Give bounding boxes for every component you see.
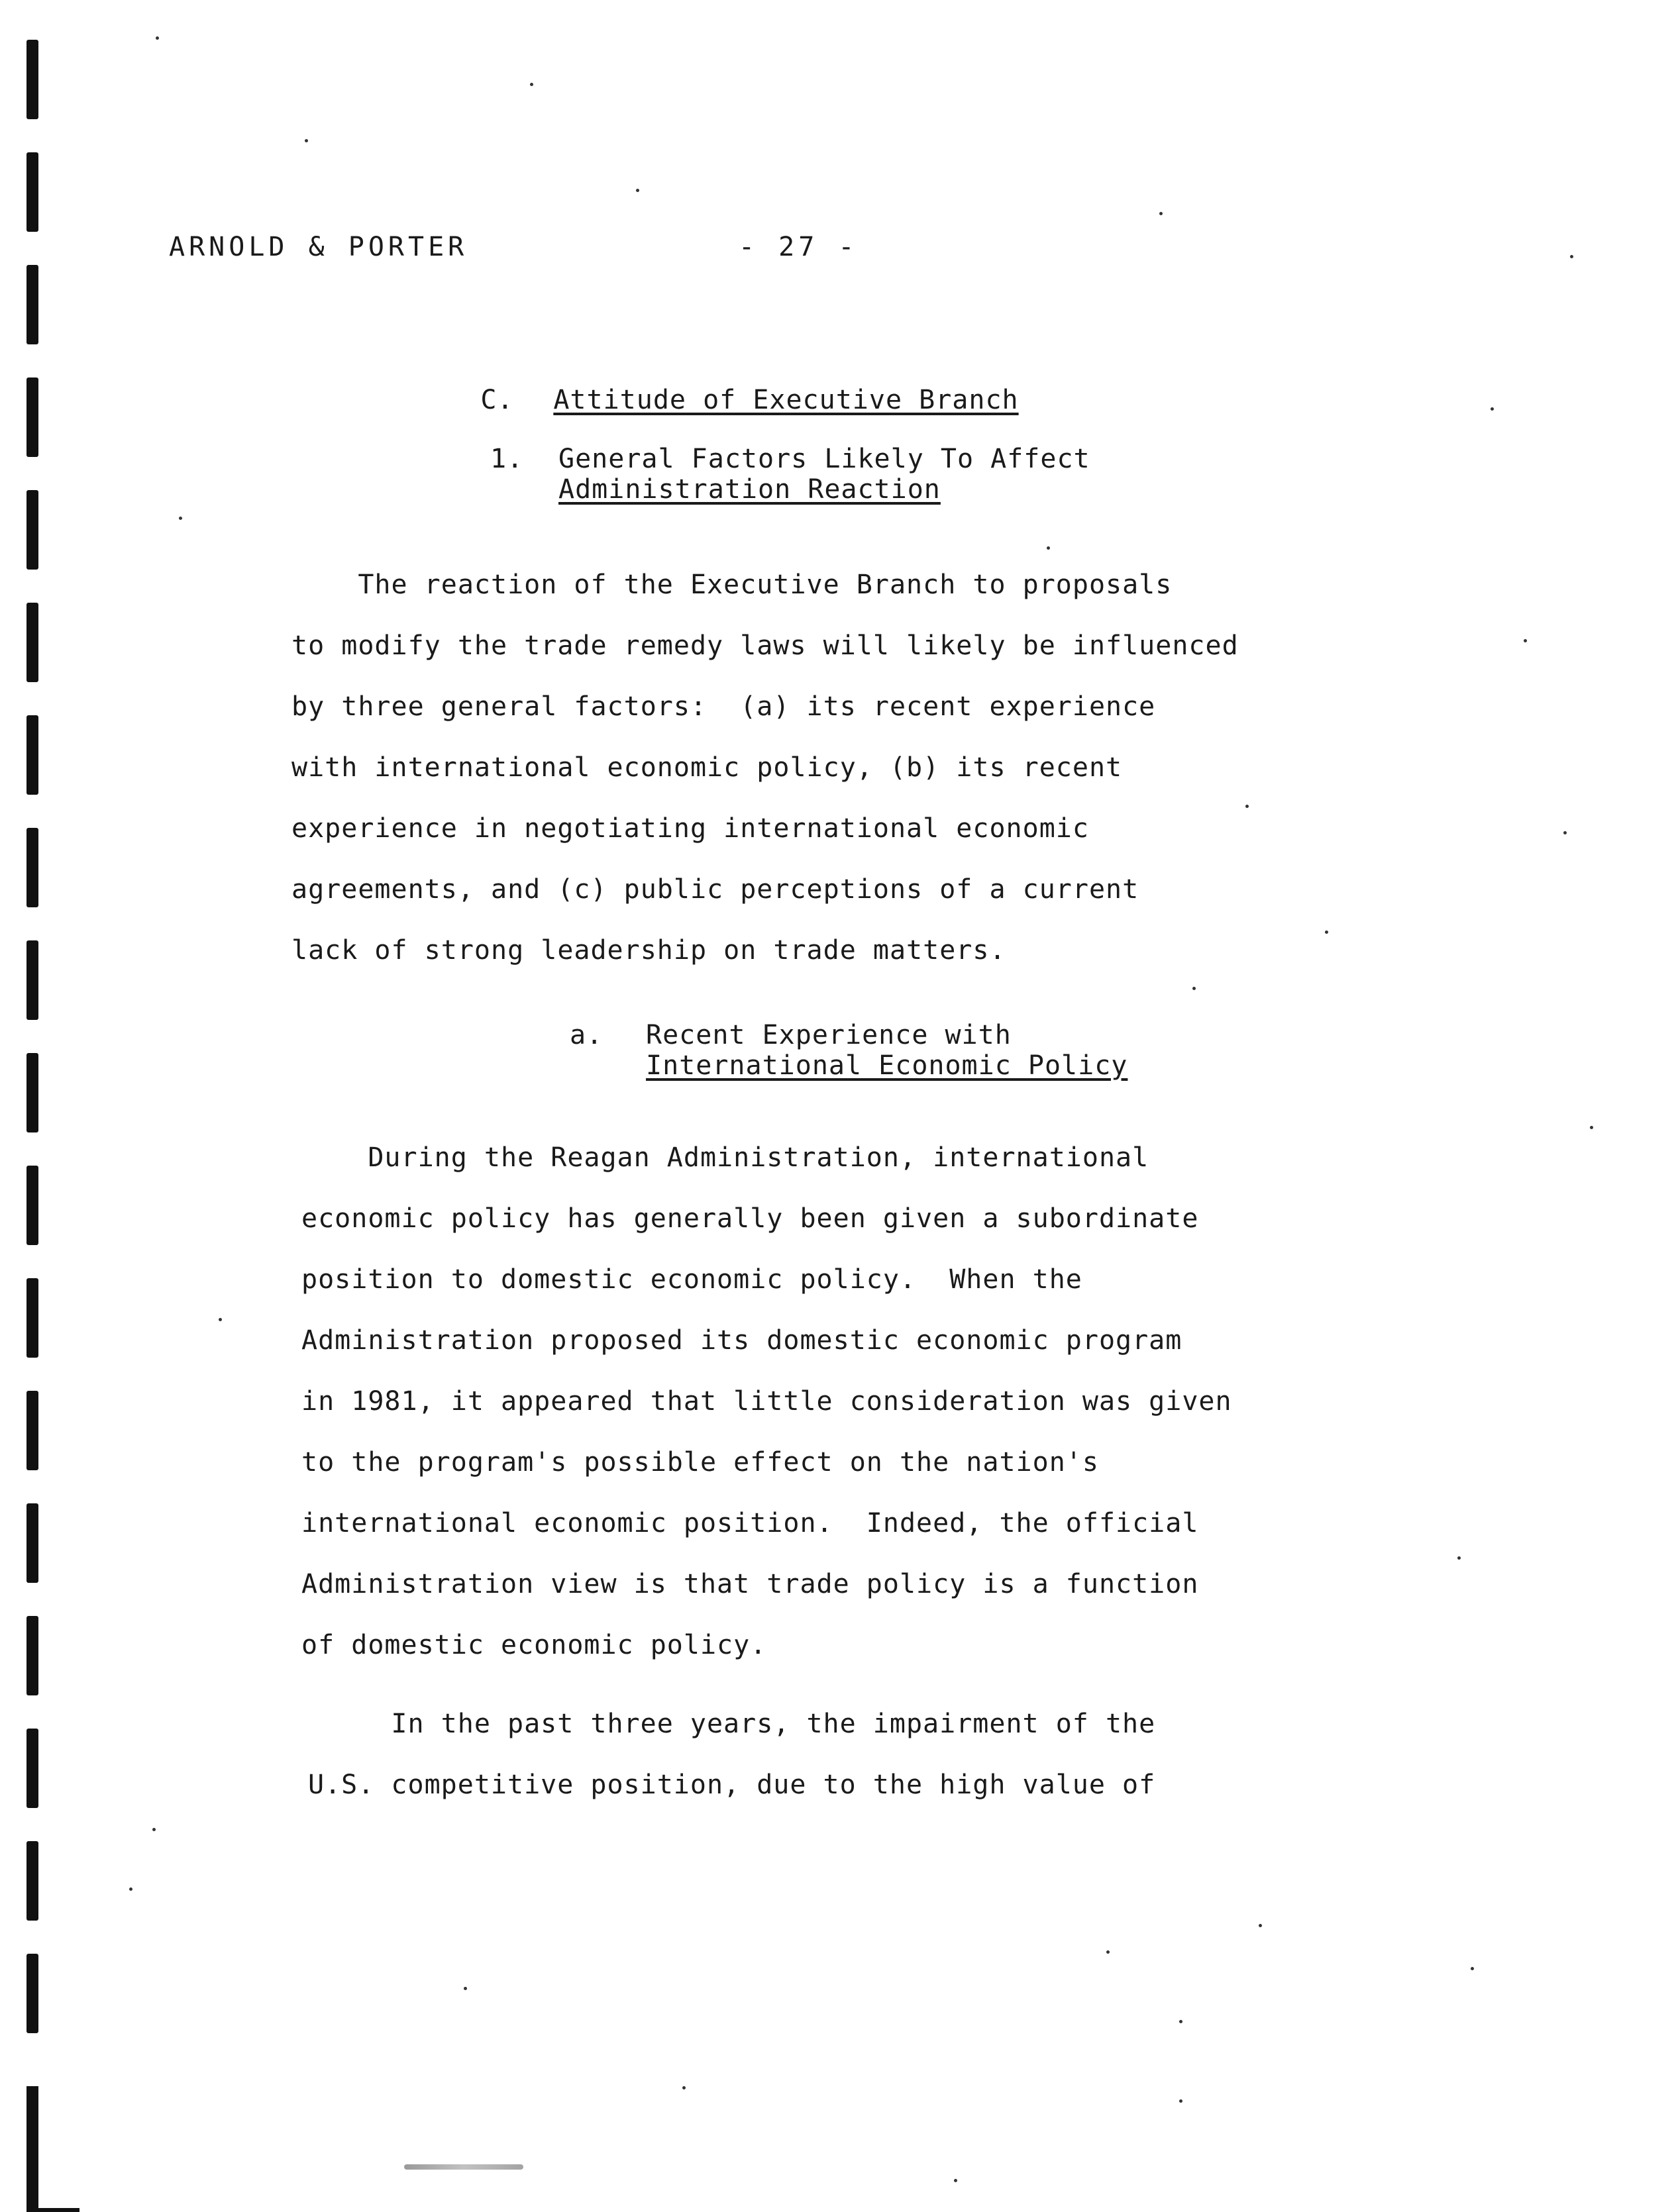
binding-mark — [26, 490, 38, 570]
text-line: Administration view is that trade policy is a function — [301, 1569, 1199, 1599]
section-title: Attitude of Executive Branch — [553, 385, 1019, 415]
text-line: In the past three years, the impairment of the — [308, 1709, 1156, 1739]
text-line: experience in negotiating international economic — [291, 813, 1089, 844]
binding-mark — [26, 1503, 38, 1583]
page-header — [169, 232, 1030, 272]
binding-mark — [26, 1616, 38, 1695]
scan-smudge — [404, 2164, 523, 2170]
binding-mark — [26, 40, 38, 119]
text-line: by three general factors: (a) its recent experience — [291, 691, 1156, 722]
binding-hole-strip — [15, 33, 54, 2172]
text-line: During the Reagan Administration, international — [301, 1142, 1149, 1173]
binding-foot — [26, 2086, 38, 2212]
text-line: The reaction of the Executive Branch to proposals — [291, 570, 1173, 600]
text-line: to the program's possible effect on the nation's — [301, 1447, 1099, 1478]
binding-mark — [26, 1166, 38, 1245]
section-title-line: Recent Experience with — [646, 1020, 1012, 1050]
binding-mark — [26, 828, 38, 907]
binding-mark — [26, 940, 38, 1020]
text-line: position to domestic economic policy. When the — [301, 1264, 1082, 1295]
text-line: agreements, and (c) public perceptions of a current — [291, 874, 1139, 905]
binding-mark — [26, 1841, 38, 1921]
text-line: of domestic economic policy. — [301, 1630, 767, 1660]
binding-mark — [26, 1391, 38, 1470]
binding-mark — [26, 152, 38, 232]
text-line: U.S. competitive position, due to the high value of — [308, 1770, 1156, 1800]
section-label: a. — [570, 1020, 603, 1050]
section-heading-c — [414, 354, 1019, 446]
binding-mark — [26, 1278, 38, 1358]
text-line: economic policy has generally been given a subordinate — [301, 1203, 1199, 1234]
text-line: international economic position. Indeed, the official — [301, 1508, 1199, 1538]
text-line: to modify the trade remedy laws will likely be influenced — [291, 630, 1239, 661]
paragraph — [291, 570, 1239, 966]
text-line: with international economic policy, (b) its recent — [291, 752, 1123, 783]
binding-mark — [26, 715, 38, 795]
section-label: C. — [480, 385, 514, 415]
binding-mark — [26, 1954, 38, 2033]
binding-mark — [26, 377, 38, 457]
binding-mark — [26, 1053, 38, 1132]
binding-mark — [26, 1729, 38, 1808]
section-title-line: Administration Reaction — [558, 474, 941, 505]
text-line: Administration proposed its domestic economic program — [301, 1325, 1182, 1356]
paragraph — [308, 1709, 1156, 1831]
paragraph — [301, 1142, 1232, 1660]
page-number: - 27 - — [739, 232, 859, 262]
text-line: lack of strong leadership on trade matters. — [291, 935, 1006, 966]
text-line: in 1981, it appeared that little consideration was given — [301, 1386, 1232, 1417]
firm-name: ARNOLD & PORTER — [169, 232, 468, 262]
section-title-line: General Factors Likely To Affect — [558, 444, 1090, 474]
binding-mark — [26, 265, 38, 344]
section-title-line: International Economic Policy — [646, 1050, 1128, 1081]
section-label: 1. — [490, 444, 524, 474]
binding-mark — [26, 603, 38, 682]
